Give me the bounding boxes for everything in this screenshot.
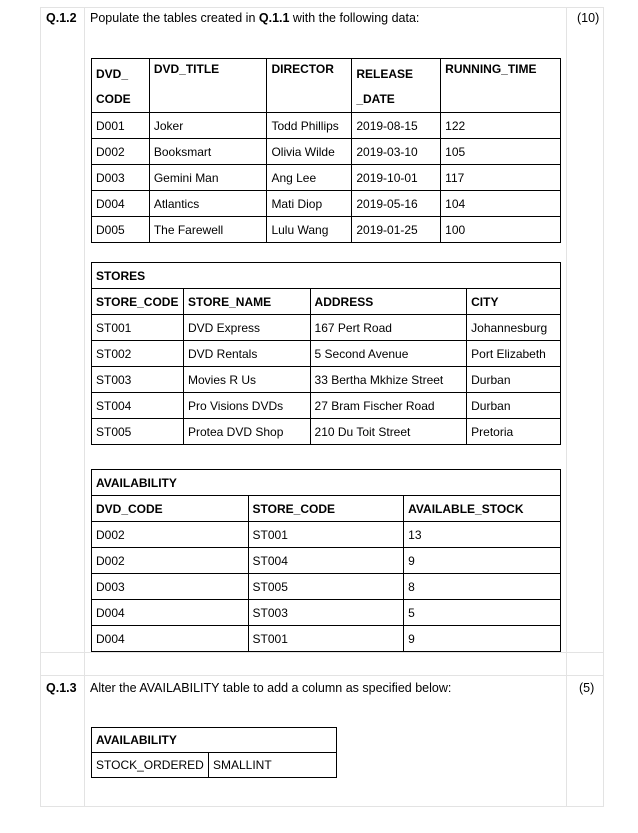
column-header: RUNNING_TIME <box>441 59 561 113</box>
table-cell: 13 <box>404 522 561 548</box>
table-title-row <box>92 470 561 496</box>
table-row <box>92 165 561 191</box>
column-type-cell: SMALLINT <box>208 753 336 778</box>
question-number: Q.1.2 <box>46 11 77 25</box>
table-cell: D003 <box>92 574 249 600</box>
table-row <box>92 393 561 419</box>
table-cell: Johannesburg <box>467 315 561 341</box>
frame-right-border <box>603 7 604 807</box>
table-cell: 104 <box>441 191 561 217</box>
table-row <box>92 217 561 243</box>
table-cell: ST005 <box>92 419 184 445</box>
table-cell: D004 <box>92 191 150 217</box>
table-cell: Protea DVD Shop <box>183 419 310 445</box>
table-cell: 122 <box>441 113 561 139</box>
frame-bottom-border <box>40 806 604 807</box>
table-row <box>92 341 561 367</box>
frame-marks-column-divider <box>566 7 567 807</box>
table-cell: D004 <box>92 626 249 652</box>
table-cell: 117 <box>441 165 561 191</box>
table-cell: Pretoria <box>467 419 561 445</box>
table-row <box>92 191 561 217</box>
table-cell: The Farewell <box>149 217 267 243</box>
table-cell: D003 <box>92 165 150 191</box>
table-cell: Mati Diop <box>267 191 352 217</box>
table-cell: 210 Du Toit Street <box>310 419 467 445</box>
table-cell: 9 <box>404 626 561 652</box>
table-cell: ST003 <box>92 367 184 393</box>
column-header: DVD_ CODE <box>92 59 150 113</box>
table-row <box>92 548 561 574</box>
frame-left-border <box>40 7 41 807</box>
table-cell: 5 Second Avenue <box>310 341 467 367</box>
table-cell: Ang Lee <box>267 165 352 191</box>
table-cell: ST001 <box>248 522 404 548</box>
table-cell: Durban <box>467 393 561 419</box>
column-header: DIRECTOR <box>267 59 352 113</box>
table-cell: Lulu Wang <box>267 217 352 243</box>
stores-table <box>91 262 561 445</box>
table-title-row <box>92 728 337 753</box>
table-cell: ST003 <box>248 600 404 626</box>
table-row <box>92 574 561 600</box>
table-title: AVAILABILITY <box>92 728 337 753</box>
question-text: Alter the AVAILABILITY table to add a column as specified below: <box>90 681 452 695</box>
table-cell: ST002 <box>92 341 184 367</box>
table-cell: 2019-08-15 <box>352 113 441 139</box>
table-cell: 2019-05-16 <box>352 191 441 217</box>
alter-table <box>91 727 337 778</box>
table-cell: ST001 <box>92 315 184 341</box>
table-row <box>92 315 561 341</box>
table-cell: Atlantics <box>149 191 267 217</box>
table-cell: DVD Express <box>183 315 310 341</box>
table-cell: Todd Phillips <box>267 113 352 139</box>
table-cell: 105 <box>441 139 561 165</box>
table-cell: 9 <box>404 548 561 574</box>
table-header-row <box>92 289 561 315</box>
frame-row-divider <box>40 675 604 676</box>
table-cell: D005 <box>92 217 150 243</box>
table-cell: Booksmart <box>149 139 267 165</box>
column-name-cell: STOCK_ORDERED <box>92 753 209 778</box>
table-cell: 2019-01-25 <box>352 217 441 243</box>
table-title: AVAILABILITY <box>92 470 561 496</box>
table-cell: D002 <box>92 139 150 165</box>
table-cell: ST004 <box>92 393 184 419</box>
table-cell: 33 Bertha Mkhize Street <box>310 367 467 393</box>
table-header-row <box>92 59 561 113</box>
column-header: DVD_CODE <box>92 496 249 522</box>
column-header: RELEASE _DATE <box>352 59 441 113</box>
table-cell: ST004 <box>248 548 404 574</box>
table-cell: D004 <box>92 600 249 626</box>
table-cell: Olivia Wilde <box>267 139 352 165</box>
table-cell: ST001 <box>248 626 404 652</box>
table-title-row <box>92 263 561 289</box>
table-row <box>92 753 337 778</box>
table-row <box>92 139 561 165</box>
frame-number-column-divider <box>84 7 85 807</box>
table-cell: Durban <box>467 367 561 393</box>
frame-top-border <box>40 7 604 8</box>
table-cell: Gemini Man <box>149 165 267 191</box>
table-cell: DVD Rentals <box>183 341 310 367</box>
table-cell: Pro Visions DVDs <box>183 393 310 419</box>
table-cell: 2019-10-01 <box>352 165 441 191</box>
column-header: DVD_TITLE <box>149 59 267 113</box>
table-cell: D002 <box>92 548 249 574</box>
table-cell: D002 <box>92 522 249 548</box>
column-header: STORE_CODE <box>92 289 184 315</box>
column-header: CITY <box>467 289 561 315</box>
table-cell: 2019-03-10 <box>352 139 441 165</box>
question-text <box>90 11 419 25</box>
table-cell: ST005 <box>248 574 404 600</box>
table-cell: 27 Bram Fischer Road <box>310 393 467 419</box>
table-cell: 167 Pert Road <box>310 315 467 341</box>
table-cell: 100 <box>441 217 561 243</box>
column-header: AVAILABLE_STOCK <box>404 496 561 522</box>
table-row <box>92 113 561 139</box>
table-row <box>92 626 561 652</box>
question-text-prefix: Populate the tables created in <box>90 11 259 25</box>
table-header-row <box>92 496 561 522</box>
table-cell: Movies R Us <box>183 367 310 393</box>
question-marks: (5) <box>579 681 595 695</box>
table-row <box>92 600 561 626</box>
question-text-suffix: with the following data: <box>289 11 420 25</box>
column-header: STORE_NAME <box>183 289 310 315</box>
table-cell: D001 <box>92 113 150 139</box>
table-cell: 8 <box>404 574 561 600</box>
table-cell: Joker <box>149 113 267 139</box>
table-row <box>92 522 561 548</box>
availability-table <box>91 469 561 652</box>
table-row <box>92 419 561 445</box>
table-title: STORES <box>92 263 561 289</box>
question-number: Q.1.3 <box>46 681 77 695</box>
question-marks: (10) <box>577 11 600 25</box>
table-cell: Port Elizabeth <box>467 341 561 367</box>
question-reference: Q.1.1 <box>258 11 290 25</box>
frame-row-divider <box>40 652 604 653</box>
column-header: STORE_CODE <box>248 496 404 522</box>
dvd-table <box>91 58 561 243</box>
column-header: ADDRESS <box>310 289 467 315</box>
table-cell: 5 <box>404 600 561 626</box>
table-row <box>92 367 561 393</box>
